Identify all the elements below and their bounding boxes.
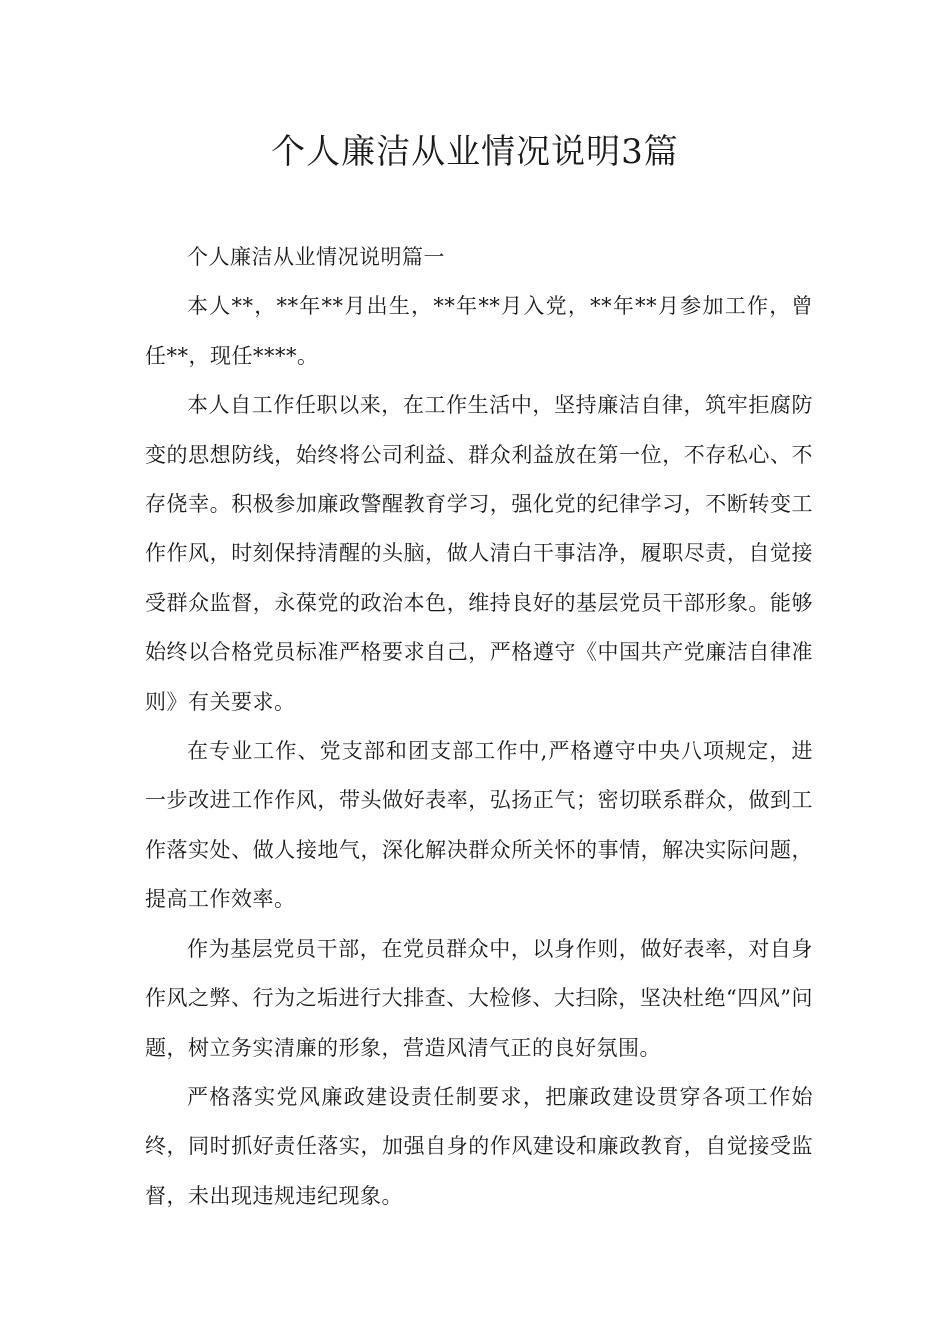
- document-body: [145, 233, 813, 1221]
- paragraph-work-style: 在专业工作、党支部和团支部工作中,严格遵守中央八项规定，进一步改进工作作风，带头做好表率，弘扬正气；密切联系群众，做到工作落实处、做人接地气，深化解决群众所关怀的事情，解决实际问题，提高工作效率。: [145, 739, 813, 912]
- document-title: 个人廉洁从业情况说明3篇: [271, 132, 679, 172]
- paragraph-responsibility: 严格落实党风廉政建设责任制要求，把廉政建设贯穿各项工作始终，同时抓好责任落实，加强自身的作风建设和廉政教育，自觉接受监督，未出现违规违纪现象。: [145, 1084, 813, 1208]
- paragraph-personal-info: 本人**，**年**月出生，**年**月入党，**年**月参加工作，曾任**，现任****。: [145, 294, 813, 368]
- section-heading: 个人廉洁从业情况说明篇一: [187, 245, 445, 269]
- paragraph-role-model: 作为基层党员干部，在党员群众中，以身作则，做好表率，对自身作风之弊、行为之垢进行大排查、大检修、大扫除，坚决杜绝“四风”问题，树立务实清廉的形象，营造风清气正的良好氛围。: [145, 936, 813, 1060]
- paragraph-self-discipline: 本人自工作任职以来，在工作生活中，坚持廉洁自律，筑牢拒腐防变的思想防线，始终将公司利益、群众利益放在第一位，不存私心、不存侥幸。积极参加廉政警醒教育学习，强化党的纪律学习，不断转变工作作风，时刻保持清醒的头脑，做人清白干事洁净，履职尽责，自觉接受群众监督，永葆党的政治本色，维持良好的基层党员干部形象。能够始终以合格党员标准严格要求自己，严格遵守《中国共产党廉洁自律准则》有关要求。: [145, 393, 813, 714]
